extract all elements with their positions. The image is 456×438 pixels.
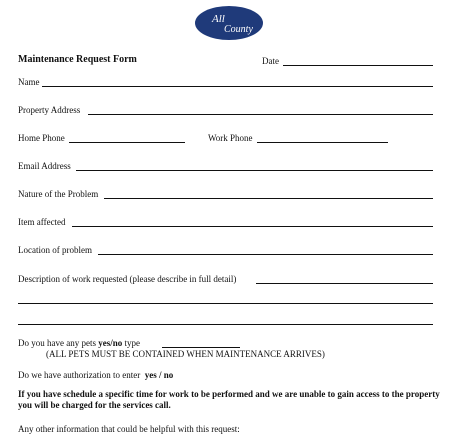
other-info-label: Any other information that could be helpful with this request: [18, 424, 240, 434]
date-label: Date [262, 56, 279, 66]
name-field[interactable] [42, 86, 433, 87]
nature-label: Nature of the Problem [18, 189, 99, 199]
form-title: Maintenance Request Form [18, 54, 137, 65]
home-phone-field[interactable] [69, 142, 185, 143]
location-field[interactable] [98, 254, 433, 255]
authorization-question: Do we have authorization to enter yes / no [18, 370, 174, 380]
pets-question: Do you have any pets yes/no type [18, 338, 140, 348]
pets-type-field[interactable] [162, 347, 240, 348]
property-address-field[interactable] [88, 114, 433, 115]
svg-text:All: All [212, 13, 225, 25]
location-label: Location of problem [18, 245, 92, 255]
company-logo [194, 5, 264, 41]
nature-field[interactable] [104, 198, 433, 199]
pets-note: (ALL PETS MUST BE CONTAINED WHEN MAINTENANCE ARRIVES) [46, 349, 325, 359]
svg-text:County: County [224, 24, 253, 35]
email-label: Email Address [18, 161, 71, 171]
email-field[interactable] [76, 170, 433, 171]
work-phone-label: Work Phone [208, 133, 253, 143]
schedule-note: If you have schedule a specific time for work to be performed and we are unable to gain access to the property you will be charged for the services call. [18, 389, 440, 410]
property-address-label: Property Address [18, 105, 81, 115]
work-phone-field[interactable] [257, 142, 388, 143]
name-label: Name [18, 77, 40, 87]
description-label: Description of work requested (please describe in full detail) [18, 274, 237, 284]
item-field[interactable] [72, 226, 433, 227]
description-line[interactable] [18, 324, 433, 325]
home-phone-label: Home Phone [18, 133, 65, 143]
date-field[interactable] [283, 65, 433, 66]
description-line[interactable] [18, 303, 433, 304]
item-label: Item affected [18, 217, 66, 227]
description-field[interactable] [256, 283, 433, 284]
